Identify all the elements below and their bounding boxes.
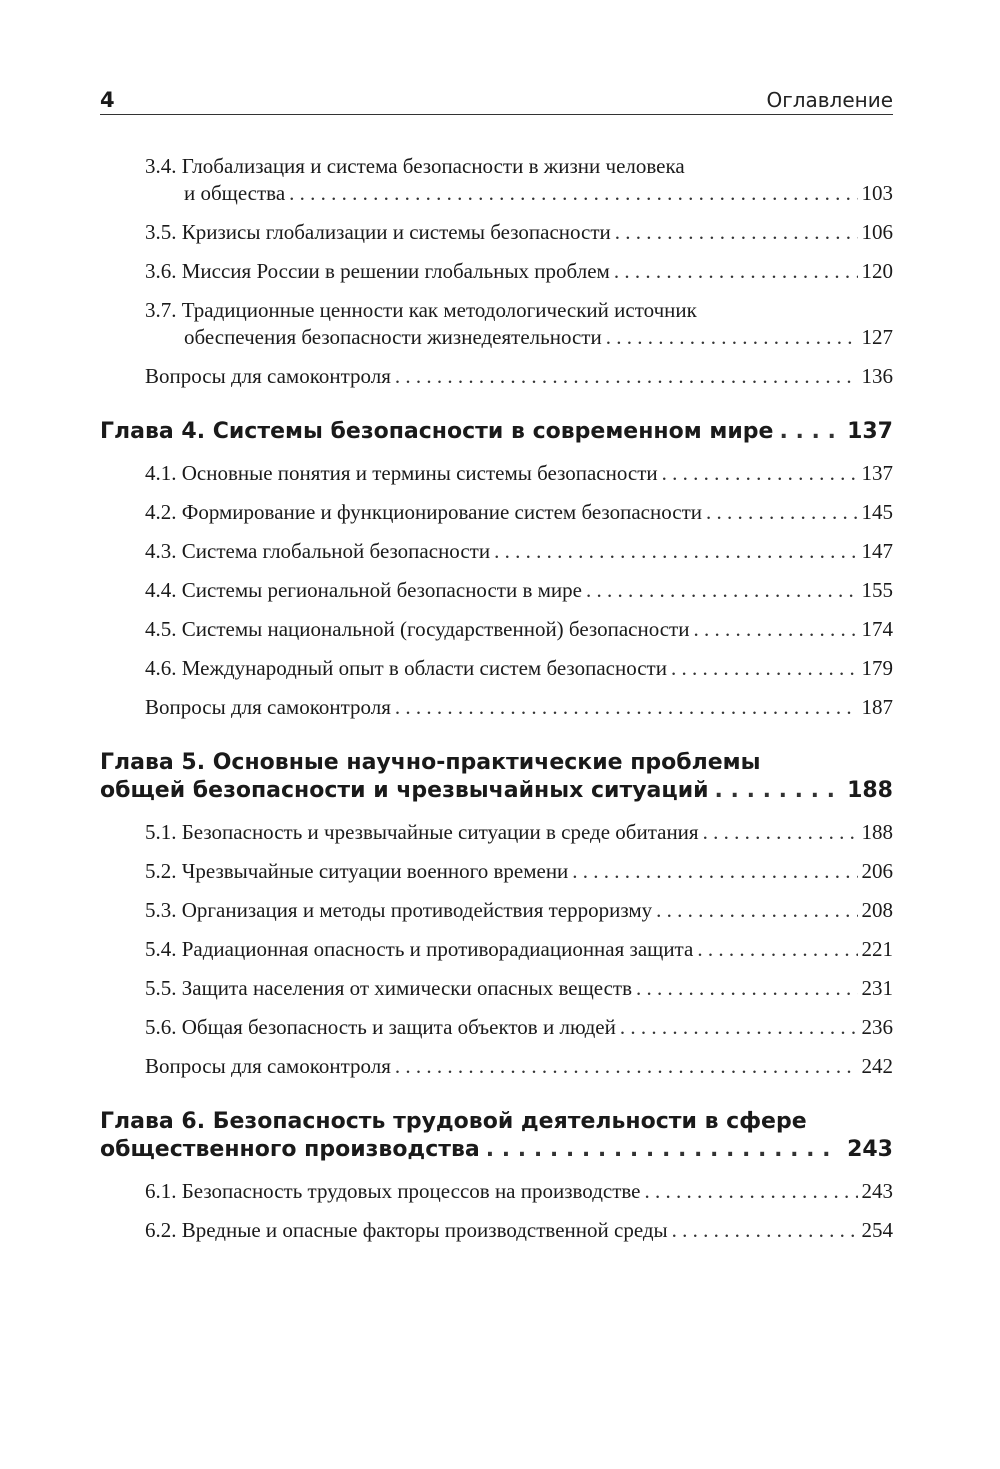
- dot-leader: [636, 975, 858, 1002]
- entry-page: 136: [861, 364, 893, 388]
- toc-chapter-5[interactable]: [100, 749, 893, 805]
- entry-title: Системы национальной (государственной) безопасности: [181, 617, 690, 641]
- toc-entry-5-2[interactable]: [145, 858, 893, 885]
- toc-entry-5-3[interactable]: [145, 897, 893, 924]
- table-of-contents: [100, 153, 893, 1256]
- dot-leader: [620, 1014, 858, 1041]
- entry-number: 5.2.: [145, 859, 177, 883]
- entry-page: 137: [861, 461, 893, 485]
- entry-title: Безопасность трудовых процессов на производстве: [181, 1179, 641, 1203]
- dot-leader: [697, 936, 857, 963]
- entry-page: 155: [861, 578, 893, 602]
- entry-title: Система глобальной безопасности: [181, 539, 491, 563]
- entry-title: Глобализация и система безопасности в жизни человека: [181, 154, 685, 178]
- entry-title: Защита населения от химически опасных веществ: [181, 976, 632, 1000]
- chapter-title-continued: общественного производства: [100, 1137, 480, 1162]
- toc-entry-questions-5[interactable]: [145, 1053, 893, 1080]
- dot-leader: [703, 819, 858, 846]
- entry-number: 5.6.: [145, 1015, 177, 1039]
- entry-page: 145: [861, 500, 893, 524]
- entry-title: Миссия России в решении глобальных проблем: [181, 259, 610, 283]
- toc-chapter-6[interactable]: [100, 1108, 893, 1164]
- entry-page: 221: [861, 937, 893, 961]
- entry-number: 3.4.: [145, 154, 177, 178]
- entry-number: 3.5.: [145, 220, 177, 244]
- entry-number: 4.5.: [145, 617, 177, 641]
- entry-number: 6.2.: [145, 1218, 177, 1242]
- entry-title: Вопросы для самоконтроля: [145, 695, 391, 719]
- entry-number: 4.3.: [145, 539, 177, 563]
- page-header: [100, 86, 893, 116]
- entry-title: Вредные и опасные факторы производственной среды: [181, 1218, 668, 1242]
- dot-leader: [656, 897, 857, 924]
- toc-entry-5-1[interactable]: [145, 819, 893, 846]
- entry-page: 242: [861, 1054, 893, 1078]
- entry-number: 5.3.: [145, 898, 177, 922]
- chapter-title: Глава 5. Основные научно-практические проблемы: [100, 750, 761, 775]
- dot-leader: [494, 538, 857, 565]
- toc-entry-questions-3[interactable]: [145, 363, 893, 390]
- dot-leader: [395, 363, 858, 390]
- entry-title: Системы региональной безопасности в мире: [181, 578, 582, 602]
- toc-entry-3-5[interactable]: [145, 219, 893, 246]
- entry-number: 4.1.: [145, 461, 177, 485]
- toc-chapter-4[interactable]: [100, 418, 893, 446]
- entry-number: 5.1.: [145, 820, 177, 844]
- page-number: 4: [100, 88, 115, 112]
- entry-title: Радиационная опасность и противорадиационная защита: [181, 937, 694, 961]
- toc-entry-4-4[interactable]: [145, 577, 893, 604]
- dot-leader: [395, 694, 858, 721]
- toc-entry-3-4[interactable]: [145, 153, 893, 207]
- entry-page: 254: [861, 1218, 893, 1242]
- toc-entry-questions-4[interactable]: [145, 694, 893, 721]
- entry-page: 236: [861, 1015, 893, 1039]
- entry-title: Кризисы глобализации и системы безопасности: [181, 220, 611, 244]
- entry-page: 127: [861, 325, 893, 349]
- entry-number: 3.7.: [145, 298, 177, 322]
- chapter-page: 188: [847, 778, 893, 803]
- entry-title: Традиционные ценности как методологический источник: [181, 298, 697, 322]
- dot-leader: [645, 1178, 858, 1205]
- entry-page: 208: [861, 898, 893, 922]
- toc-entry-4-3[interactable]: [145, 538, 893, 565]
- entry-title: Безопасность и чрезвычайные ситуации в среде обитания: [181, 820, 699, 844]
- entry-title: Международный опыт в области систем безопасности: [181, 656, 667, 680]
- dot-leader: [779, 418, 839, 446]
- entry-number: 6.1.: [145, 1179, 177, 1203]
- toc-entry-5-4[interactable]: [145, 936, 893, 963]
- entry-number: 4.4.: [145, 578, 177, 602]
- dot-leader: [615, 219, 858, 246]
- dot-leader: [671, 655, 858, 682]
- entry-page: 106: [861, 220, 893, 244]
- entry-page: 188: [861, 820, 893, 844]
- toc-entry-4-2[interactable]: [145, 499, 893, 526]
- chapter-page: 243: [847, 1137, 893, 1162]
- running-title: Оглавление: [766, 88, 893, 112]
- entry-page: 103: [861, 181, 893, 205]
- toc-entry-6-1[interactable]: [145, 1178, 893, 1205]
- dot-leader: [606, 324, 858, 351]
- toc-entry-6-2[interactable]: [145, 1217, 893, 1244]
- entry-title: Основные понятия и термины системы безопасности: [181, 461, 658, 485]
- entry-number: 4.6.: [145, 656, 177, 680]
- header-rule: [100, 114, 893, 115]
- dot-leader: [706, 499, 858, 526]
- entry-title-continued: обеспечения безопасности жизнедеятельности: [184, 325, 602, 349]
- chapter-title: Глава 6. Безопасность трудовой деятельности в сфере: [100, 1109, 807, 1134]
- entry-number: 5.5.: [145, 976, 177, 1000]
- toc-entry-5-6[interactable]: [145, 1014, 893, 1041]
- toc-entry-4-1[interactable]: [145, 460, 893, 487]
- entry-page: 147: [861, 539, 893, 563]
- entry-title: Вопросы для самоконтроля: [145, 1054, 391, 1078]
- entry-page: 243: [861, 1179, 893, 1203]
- entry-title: Вопросы для самоконтроля: [145, 364, 391, 388]
- dot-leader: [586, 577, 858, 604]
- dot-leader: [486, 1136, 839, 1164]
- toc-entry-4-5[interactable]: [145, 616, 893, 643]
- entry-title-continued: и общества: [184, 181, 286, 205]
- entry-page: 231: [861, 976, 893, 1000]
- entry-title: Формирование и функционирование систем безопасности: [181, 500, 702, 524]
- entry-number: 5.4.: [145, 937, 177, 961]
- chapter-title-continued: общей безопасности и чрезвычайных ситуаций: [100, 778, 709, 803]
- entry-number: 4.2.: [145, 500, 177, 524]
- entry-page: 206: [861, 859, 893, 883]
- dot-leader: [693, 616, 857, 643]
- entry-title: Чрезвычайные ситуации военного времени: [181, 859, 569, 883]
- entry-page: 174: [861, 617, 893, 641]
- dot-leader: [672, 1217, 858, 1244]
- toc-entry-3-7[interactable]: [145, 297, 893, 351]
- dot-leader: [614, 258, 858, 285]
- entry-page: 179: [861, 656, 893, 680]
- toc-entry-4-6[interactable]: [145, 655, 893, 682]
- entry-page: 187: [861, 695, 893, 719]
- toc-entry-5-5[interactable]: [145, 975, 893, 1002]
- dot-leader: [662, 460, 858, 487]
- dot-leader: [715, 777, 840, 805]
- dot-leader: [572, 858, 857, 885]
- entry-title: Организация и методы противодействия терроризму: [181, 898, 653, 922]
- dot-leader: [395, 1053, 858, 1080]
- entry-page: 120: [861, 259, 893, 283]
- entry-title: Общая безопасность и защита объектов и людей: [181, 1015, 616, 1039]
- chapter-page: 137: [847, 419, 893, 444]
- toc-entry-3-6[interactable]: [145, 258, 893, 285]
- chapter-title: Глава 4. Системы безопасности в современном мире: [100, 419, 774, 444]
- entry-number: 3.6.: [145, 259, 177, 283]
- dot-leader: [289, 180, 857, 207]
